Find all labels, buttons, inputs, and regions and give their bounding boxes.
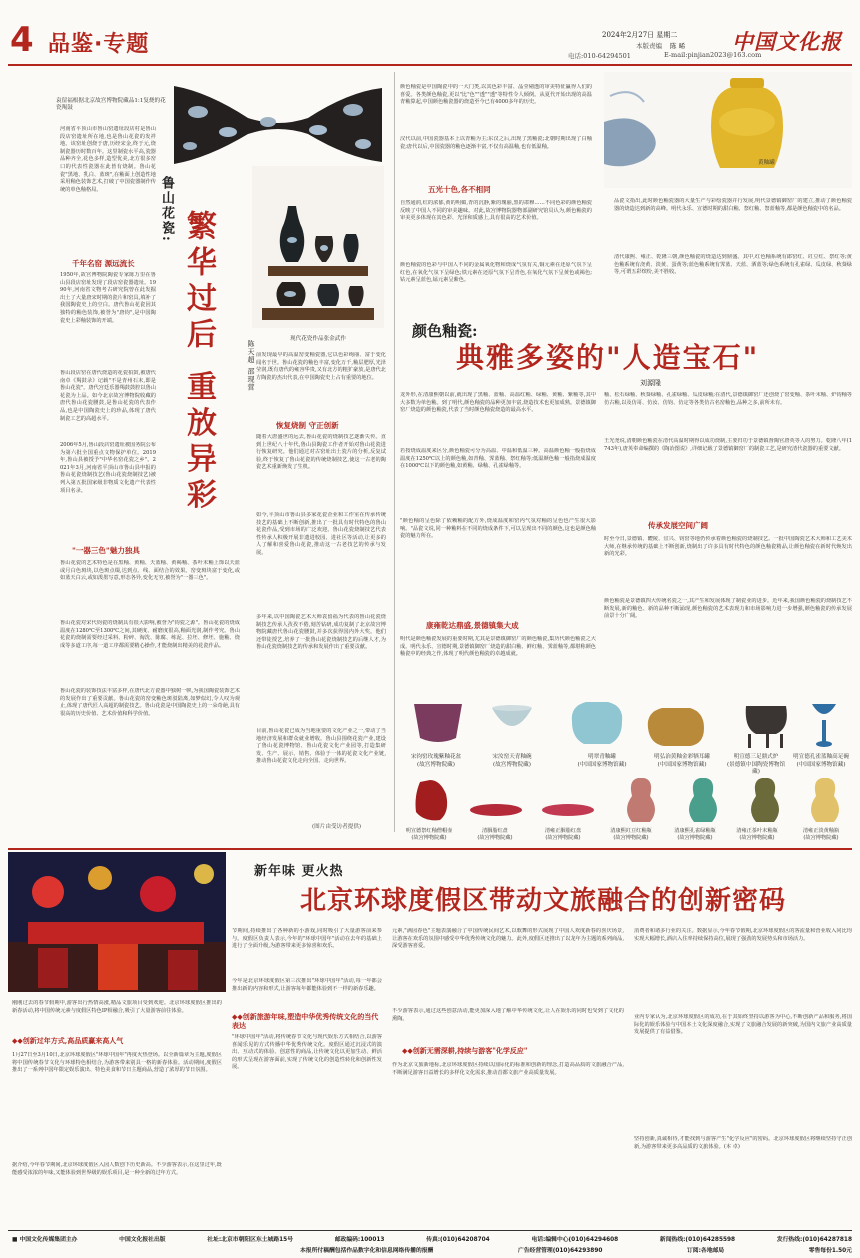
footer-publisher: ■ 中国文化传媒集团主办 (12, 1237, 78, 1243)
artifact-11-museum: (故宫博物院藏) (677, 835, 713, 841)
editor-label: 本版责编 (636, 42, 662, 50)
artifact-9-museum: (故宫博物院藏) (545, 835, 581, 841)
artifact-13-museum: (故宫博物院藏) (803, 835, 839, 841)
left-paragraph-1: 1950年,故宫博物院陶瓷专家陈万里在鲁山县段店窑址发现了段店窑瓷器遗址。1990年,河南省文物考古研究院曾在此发掘出土了大量唐宋时期的瓷片和窑具,填补了我国陶瓷史上的空白。唐代鲁山花瓷因其独特的釉色装饰,被誉为"唐钧",是中国陶瓷史上彩釉装饰的开端。 (60, 272, 156, 324)
bottom-col2-paragraph-2: 今年是北京环球度假区第三次推出"环球中国年"活动,每一年都会推出新的内容和形式,让游客每年都能体验到不一样的新春乐趣。 (232, 978, 382, 992)
artifacts-row1-photos (400, 694, 852, 752)
artifact-10-museum: (故宫博物院藏) (613, 835, 649, 841)
artifact-3-museum: (中国国家博物馆藏) (577, 762, 627, 768)
right-col3-paragraph-2: 王光尧说,清朝颜色釉瓷在清代高温时期得以成功烧制,主要归功于景德镇督陶官唐英等人的努力。乾隆八年(1743年),唐英奉命编撰的《陶冶图说》,详细记载了景德镇御窑厂的制瓷工艺,是研究清代瓷器的重要文献。 (604, 438, 852, 452)
artifact-4-museum: (中国国家博物馆藏) (657, 762, 707, 768)
left-intro: 河南省平顶山市鲁山窑遗址段店村是鲁山段店窑遗址所在地,也是鲁山花瓷的发祥地。该窑址创烧于唐,历经宋金,终于元,烧制瓷器历时数百年。这里制瓷水平高,瓷器品种齐全,花色多样,造型优美,北方很多窑口的代表性瓷器在此皆有烧制。鲁山花瓷"黑地、乳白、蓝斑",在釉面上创造性地采用釉色装饰艺术,打破了中国瓷器制作传统的单色釉格局。 (60, 126, 156, 193)
footer-address: 社址:北京市朝阳区东土城路15号 (207, 1237, 294, 1243)
artifact-5-museum: (景德镇中国陶瓷博物馆藏) (726, 762, 786, 775)
right-paragraph-2: 颜色釉瓷的色彩与中国人不同的金属氧化物和烧成气氛有关,铜元素在还原气氛下呈红色,在氧化气氛下呈绿色;铁元素在还原气氛下呈青色,在氧化气氛下呈黄色或褐色;钴元素呈蓝色,锰元素呈紫色。 (400, 262, 592, 284)
left-author-note: (图片由受访者提供) (312, 824, 362, 830)
left-paragraph-4: 鲁山花瓷的艺术特色是在黑釉、黄釉、天蓝釉、黄褐釉、茶叶末釉上饰以天蓝或月白色斑块,以色斑点缀,达到点、线、面结合的效果。窑变斑块富于变化,或如蓝天白云,或如泼墨写意,形态各异,变化无穷,被誉为"一器三色"。 (60, 560, 240, 582)
right-paragraph-1: 自然通润,红的浓郁,黄的明媚,青的沉静,紫的瑰丽,黑的肃穆……不同色彩的颜色釉瓷反映了中国人不同的审美趣味。对此,故宫博物院器物部副研究馆员认为,颜色釉瓷的审美更多体现在其色彩、光泽和质感上,具有很高的艺术价值。 (400, 200, 592, 222)
artifact-12-museum: (故宫博物院藏) (739, 835, 775, 841)
left-subhead-1: 千年名窑 源远流长 (72, 259, 135, 268)
bottom-col4-paragraph-2: 业内专家认为,北京环球度假区的成功,在于其始终坚持以游客为中心,不断创新产品和服务,将国际化的娱乐体验与中国本土文化深度融合,实现了文旅融合发展的新突破,为国内文旅产业高质量发展提供了有益借鉴。 (634, 1014, 852, 1036)
bottom-col2-paragraph-1: 节期间,持续推出了各种新的小游戏,同时吸引了大量游客前来参与。度假区负责人表示,今年的"环球中国年"活动在去年的基础上进行了全面升级,为游客带来更多惊喜和欢乐。 (232, 928, 382, 950)
right-lead-paragraph-1: 颜色釉瓷是中国陶瓷中的一大门类,以其色彩丰富、晶莹剔透的审美特征赢得人们的喜爱。各类颜色釉瓷,更以"比"色""透""透"等特性令人倾倒。从夏代开始出现的高温青釉算起,中国颜色釉瓷器的烧造至今已有4000多年的历史。 (400, 84, 592, 106)
contact-phone: 电话:010-64294501 (568, 52, 631, 60)
footer-postcode: 邮政编码:100013 (334, 1237, 385, 1243)
artifact-10-name: 清康熙豇豆红釉瓶 (610, 828, 652, 834)
artifact-8-museum: (故宫博物院藏) (477, 835, 513, 841)
right-col2-paragraph-4: 明代是颜色釉瓷发展的重要时期,尤其是景德镇御窑厂的颜色釉瓷,集历代颜色釉瓷之大成。明代永乐、宣德时期,景德镇御窑厂烧造的甜白釉、鲜红釉、霁蓝釉等,都堪称颜色釉瓷中的经典之作,体现了明代颜色釉瓷的卓越成就。 (400, 636, 596, 658)
left-subhead-2: "一器三色"魅力独具 (72, 546, 140, 555)
bottom-col3-paragraph-3: 作为北京文旅新地标,北京环球度假区持续以国际化的标准和创新的理念,打造高品质的文旅融合产品,不断满足游客日益增长的多样化文化需求,推动首都文旅产业高质量发展。 (392, 1062, 624, 1076)
bottom-col3-paragraph-1: 元素,"满园春色"主题表演融合了中国传统民间艺术,以歌舞的形式展现了中国人欢度新春的喜庆场景,让游客在欢乐的氛围中感受中华优秀传统文化的魅力。此外,度假区还推出了以龙年为主题的系列商品,深受游客喜爱。 (392, 928, 624, 950)
left-byline: 陈天超 邵现营 (247, 340, 255, 392)
bottom-headline: 北京环球度假区带动文旅融合的创新密码 (300, 886, 787, 916)
left-headline: 繁华过后 重放异彩 (181, 210, 216, 515)
artifact-1-name: 宋钧窑玫瑰紫釉花盆 (410, 754, 462, 760)
artifact-7-name: 明宣德祭红釉僧帽壶 (405, 828, 453, 834)
right-col2-paragraph-2: 若按烧成温度来区分,颜色釉瓷可分为高温、中温和低温三种。高温颜色釉一般指烧成温度在1250℃以上的颜色釉,如青釉、霁蓝釉、祭红釉等;低温颜色釉一般指烧成温度在1000℃以下的颜色釉,如黄釉、绿釉、孔雀绿釉等。 (400, 448, 596, 470)
left-paragraph-3: 2006年5月,鲁山段店窑遗址被国务院公布为第六批全国重点文物保护单位。2019年,鲁山县被授予"中华名窑花瓷之乡"。2021年3月,河南省平顶山市鲁山县申报的鲁山花瓷烧制技艺(鲁山花瓷烧制技艺)被列入第五批国家级非物质文化遗产代表性项目名录。 (60, 442, 156, 494)
bottom-col4-paragraph-1: 消费者和诸多行业的关注。数据显示,今年春节假期,北京环球度假区的客流量和营业收入同比均实现大幅增长,酒店入住率持续保持高位,展现了强劲的发展势头和市场活力。 (634, 928, 852, 942)
left-mid-paragraph-3: 如今,平顶山市鲁山县多家花瓷企业和工作室在传承传统技艺的基础上不断创新,推出了一批具有时代特色的鲁山花瓷作品,受到市场的广泛欢迎。鲁山花瓷烧制技艺代表性传承人积极开展非遗进校园、进社区等活动,让更多的人了解和喜爱鲁山花瓷,推动这一古老技艺的传承与发展。 (256, 512, 386, 556)
artifact-6-museum: (中国国家博物馆藏) (796, 762, 846, 768)
artifact-7-museum: (故宫博物院藏) (411, 835, 447, 841)
masthead-rule (8, 64, 852, 66)
artifact-3-name: 明翠青釉罐 (588, 754, 616, 760)
artifact-2-museum: (故宫博物院藏) (493, 762, 531, 768)
bottom-photo-caption: 刚刚过去的春节假期中,游客出行热情高涨,精品文旅项目受到欢迎。北京环球度假区推出的新春活动,将中国传统元素与度假区特色IP相融合,吸引了大量游客前往体验。 (12, 1000, 222, 1014)
footer-row-2 (300, 1245, 852, 1254)
artifact-8-name: 清胭脂红盘 (482, 828, 508, 834)
right-side-paragraph-1: 品瓷文指出,此时颜色釉瓷器的大量生产与彩绘瓷器并行发展,明代景德镇御窑厂的建立,推动了颜色釉瓷器的烧造达到新的高峰。明代永乐、宣德时期的甜白釉、祭红釉、祭蓝釉等,都是颜色釉瓷中的名品。 (614, 198, 852, 212)
page-number: 4 (10, 20, 34, 60)
artifacts-row2-photos (400, 772, 852, 826)
masthead (0, 0, 860, 72)
photo-caption-vases: 现代花瓷作品张金武作 (290, 336, 346, 342)
left-mid-paragraph-1: 前发现最早的高温窑变釉瓷器,它以色彩绚丽、富于变化闻名于世。鲁山花瓷的釉色丰富,变化万千,釉层肥厚,光泽莹润,既有唐代的雍容华贵,又有北方的粗犷豪放,是唐代北方陶瓷的杰出代表,在中国陶瓷史上占有重要的地位。 (256, 352, 386, 381)
footer-fax: 传真:(010)64208704 (426, 1237, 490, 1243)
photo-caption-drum: 袁留福根据北京故宫博物院藏品1:1复烧的花瓷羯鼓 (56, 98, 166, 111)
right-lead-paragraph-2: 汉代以前,中国瓷器基本上以青釉为主;东汉之后,出现了黑釉瓷;北朝时期出现了白釉瓷;唐代以后,中国瓷器的釉色逐渐丰富,不仅有高温釉,也有低温釉。 (400, 136, 592, 150)
bottom-col1-paragraph-2: 据介绍,今年春节期间,北京环球度假区入园人数创下历史新高。不少游客表示,在这里过年,既能感受浓浓的年味,又能体验到世界级的娱乐项目,是一种全新的过年方式。 (12, 1162, 222, 1176)
column-divider (394, 72, 395, 832)
editor-name: 陈 晞 (670, 42, 686, 50)
left-kicker: 鲁山花瓷: (159, 176, 174, 243)
ceramic-drum-photo (168, 82, 388, 168)
footer-editorial-phone: 电话:编辑中心(010)64294608 (531, 1237, 619, 1243)
bottom-kicker: 新年味 更火热 (254, 864, 344, 879)
right-kicker: 颜色釉瓷: (412, 322, 478, 340)
right-col3-paragraph-1: 釉、松石绿釉、秋葵绿釉、孔雀绿釉、瓜皮绿釉;在清代,景德镇御窑厂还创烧了窑变釉、茶叶末釉、炉钧釉等仿古釉,以及仿哥、仿汝、仿钧、仿定等各类仿古名窑釉色,品种之多,前所未有。 (604, 392, 852, 406)
right-col3-paragraph-3: 时至今日,景德镇、醴陵、宜兴、钧窑等地仍传承着颜色釉瓷的烧制技艺。一批中国陶瓷艺术大师和工艺美术大师,在继承传统的基础上不断创新,烧制出了许多具有时代特色的颜色釉瓷精品,让颜色釉瓷在新时代焕发出新的光彩。 (604, 536, 852, 558)
modern-vases-photo (252, 166, 384, 328)
photo-caption-yellow-jar: 黄釉罐 (758, 160, 775, 166)
contact-email: E-mail:pinjian2023@163.com (664, 51, 762, 59)
left-mid-paragraph-2: 随着大唐盛世的远去,鲁山花瓷的烧制技艺逐渐失传。直到上世纪八十年代,鲁山县陶瓷工作者开始对鲁山花瓷进行恢复研究。他们通过对古窑址出土瓷片的分析,反复试验,终于恢复了鲁山花瓷的传统烧制技艺,使这一古老的陶瓷艺术重新焕发了生机。 (256, 434, 386, 471)
left-mid-paragraph-5: 目前,鲁山花瓷已成为当地重要的文化产业之一,带动了当地经济发展和群众就业增收。鲁山县围绕花瓷产业,建设了鲁山花瓷博物馆、鲁山花瓷文化产业园等,打造集研发、生产、展示、销售、体验于一体的花瓷文化产业链,推动鲁山花瓷文化走向全国、走向世界。 (256, 728, 386, 765)
right-side-paragraph-2: 清代康熙、雍正、乾隆三朝,颜色釉瓷的烧造达到鼎盛。其中,红色釉系统有郎窑红、豇豆红、祭红等;黄色釉系统有浇黄、淡黄、蛋黄等;蓝色釉系统有霁蓝、天蓝、洒蓝等;绿色系统有孔雀绿、瓜皮绿、秋葵绿等,可谓五彩缤纷,美不胜收。 (614, 254, 852, 276)
footer-royalty-note: 本报所付稿酬包括作品数字化和信息网络传播的报酬 (300, 1248, 434, 1254)
section-divider (8, 848, 852, 850)
artifact-9-name: 清雍正胭脂红盘 (544, 828, 582, 834)
bottom-col2-paragraph-3: "环球中国年"活动,将传统春节文化与现代娱乐方式相结合,以游客喜闻乐见的方式传播中华优秀传统文化。度假区通过沉浸式的演出、互动式的体验、创意性的商品,让传统文化以更加生动、鲜活的形式呈现在游客面前,实现了传统文化的创造性转化和创新性发展。 (232, 1034, 382, 1071)
left-paragraph-6: 鲁山花瓷的装饰技法丰富多样,在唐代北方瓷器中独树一帜,为我国陶瓷装饰艺术的发展作出了重要贡献。鲁山花瓷的窑变釉色斑驳陆离,如梦似幻,令人叹为观止,体现了唐代匠人高超的制瓷技艺。鲁山花瓷是中国陶瓷史上的一朵奇葩,具有很高的历史价值、艺术价值和科学价值。 (60, 688, 240, 717)
footer-subscription: 订阅:各地邮局 (686, 1248, 725, 1254)
right-col2-paragraph-3: "颜色釉的呈色除了依赖釉的配方外,烧成温度和窑内气氛对釉的呈色也产生很大影响。"品瓷文说,同一种釉料在不同的烧成条件下,可以呈现出不同的颜色,这也是颜色釉瓷的魅力所在。 (400, 518, 596, 540)
left-subhead-3: 恢复烧制 守正创新 (276, 421, 339, 430)
right-subhead-1: 五光十色,各不相同 (428, 185, 491, 194)
footer-news-hotline: 新闻热线:(010)64285598 (659, 1237, 736, 1243)
left-paragraph-2: 鲁山段店窑在唐代烧造的花瓷拍鼓,被唐代南卓《羯鼓录》记载"不是青州石末,即是鲁山花瓷"。唐代宫廷乐器羯鼓鼓腔以鲁山花瓷为上品。如今北京故宫博物院收藏的唐代鲁山花瓷腰鼓,是鲁山花瓷的代表作品,也是中国陶瓷史上的珍品,体现了唐代制瓷工艺的高超水平。 (60, 370, 156, 422)
bottom-subhead-2: ◆◆创新旅游年味,塑造中华优秀传统文化的当代表达 (232, 1012, 379, 1030)
artifact-5-name: 明宣德三足鼎式炉 (733, 754, 779, 760)
bottom-col1-paragraph-1: 1月27日至3月10日,北京环球度假区"环球中国年"再度火热登场。以全新篇章为主题,度假区将中国传统春节文化与环球特色相结合,为游客带来别具一格的新春体验。活动期间,度假区推出了一系列中国年限定娱乐演出、特色美食和节日主题商品,营造了浓厚的节日氛围。 (12, 1052, 222, 1074)
right-col2-paragraph-1: 龙外形,在清康熙朝以前,就出现了黑釉、蓝釉、高温红釉、绿釉、黄釉、紫釉等,其中大多数为单色釉。到了明代,颜色釉瓷的品种更加丰富,烧造技术也更加成熟。景德镇御窑厂烧造的颜色釉瓷,代表了当时颜色釉瓷烧造的最高水平。 (400, 392, 596, 414)
footer-retail-price: 零售每份1.50元 (808, 1248, 852, 1254)
footer-ad-phone: 广告经营管理(010)64293890 (517, 1248, 603, 1254)
bottom-subhead-1: ◆◆创新过年方式,高品质赢来高人气 (12, 1036, 124, 1045)
newspaper-logo: 中国文化报 (732, 29, 842, 54)
artifact-13-name: 清雍正淡黄釉瓶 (802, 828, 840, 834)
artifact-1-museum: (故宫博物院藏) (417, 762, 455, 768)
yellow-jar-photo (604, 72, 852, 188)
universal-resort-photo (8, 852, 226, 992)
left-paragraph-5: 鲁山花瓷对宋代钧瓷的烧制具有很大影响,被誉为"钧瓷之源"。鲁山花瓷的烧成温度在1280℃至1300℃之间,其硬度、耐磨度很高,釉面光润,制作考究。鲁山花瓷的烧制需要经过采料、粉碎、淘洗、陈腐、练泥、拉坯、修坯、施釉、烧成等多道工序,每一道工序都需要精心操作,才能烧制出精美的花瓷作品。 (60, 620, 240, 649)
right-headline: 典雅多姿的"人造宝石" (456, 341, 760, 374)
artifact-6-name: 明宣德孔雀蓝釉高足碗 (793, 754, 849, 760)
right-byline: 刘源隆 (640, 379, 661, 387)
footer-press: 中国文化报社出版 (119, 1237, 166, 1243)
artifact-11-name: 清康熙孔雀绿釉瓶 (674, 828, 716, 834)
artifact-4-name: 明弘治黄釉金彩牺耳罐 (654, 754, 710, 760)
artifact-12-name: 清雍正茶叶末釉瓶 (736, 828, 778, 834)
right-col3-paragraph-4: 颜色釉瓷是景德镇四大传统名瓷之一,其产生和发展体现了制瓷业的进步。近年来,我国颜色釉瓷的烧制技艺不断发展,新的釉色、新的品种不断涌现,颜色釉瓷的艺术表现力和市场影响力进一步增强,颜色釉瓷的传承发展前景十分广阔。 (604, 598, 852, 620)
date-line: 2024年2月27日 星期二 (602, 31, 678, 39)
section-title: 品鉴·专题 (48, 32, 150, 57)
right-subhead-2: 康雍乾达鼎盛,景德镇集大成 (426, 621, 519, 630)
bottom-subhead-3: ◆◆创新无需深耕,持续与游客"化学反应" (402, 1046, 528, 1055)
footer-row-1 (12, 1234, 852, 1243)
bottom-col3-paragraph-2: 不少游客表示,通过这些创意活动,能更加深入地了解中华传统文化,让人在娱乐的同时也受到了文化的熏陶。 (392, 1008, 624, 1022)
footer-distribution-hotline: 发行热线:(010)64287818 (776, 1237, 852, 1243)
artifact-2-name: 宋汝窑天青釉碗 (492, 754, 532, 760)
footer-rule (8, 1230, 852, 1231)
left-mid-paragraph-4: 多年来,以中国陶瓷艺术大师袁留福为代表的鲁山花瓷烧制技艺传承人孜孜不倦,刻苦钻研,成功复制了北京故宫博物院藏唐代鲁山花瓷腰鼓,并多次获得国内外大奖。他们还带徒授艺,培养了一批鲁山花瓷烧制技艺的后继人才,为鲁山花瓷烧制技艺的传承和发展作出了重要贡献。 (256, 614, 386, 651)
right-subhead-3: 传承发展空间广阔 (648, 521, 708, 530)
bottom-col4-paragraph-3: 坚持创新,真诚相待,才能找到与游客产生"化学反应"的密码。北京环球度假区将继续坚持守正创新,为游客带来更多高品质的文旅体验。(本 卓) (634, 1136, 852, 1150)
